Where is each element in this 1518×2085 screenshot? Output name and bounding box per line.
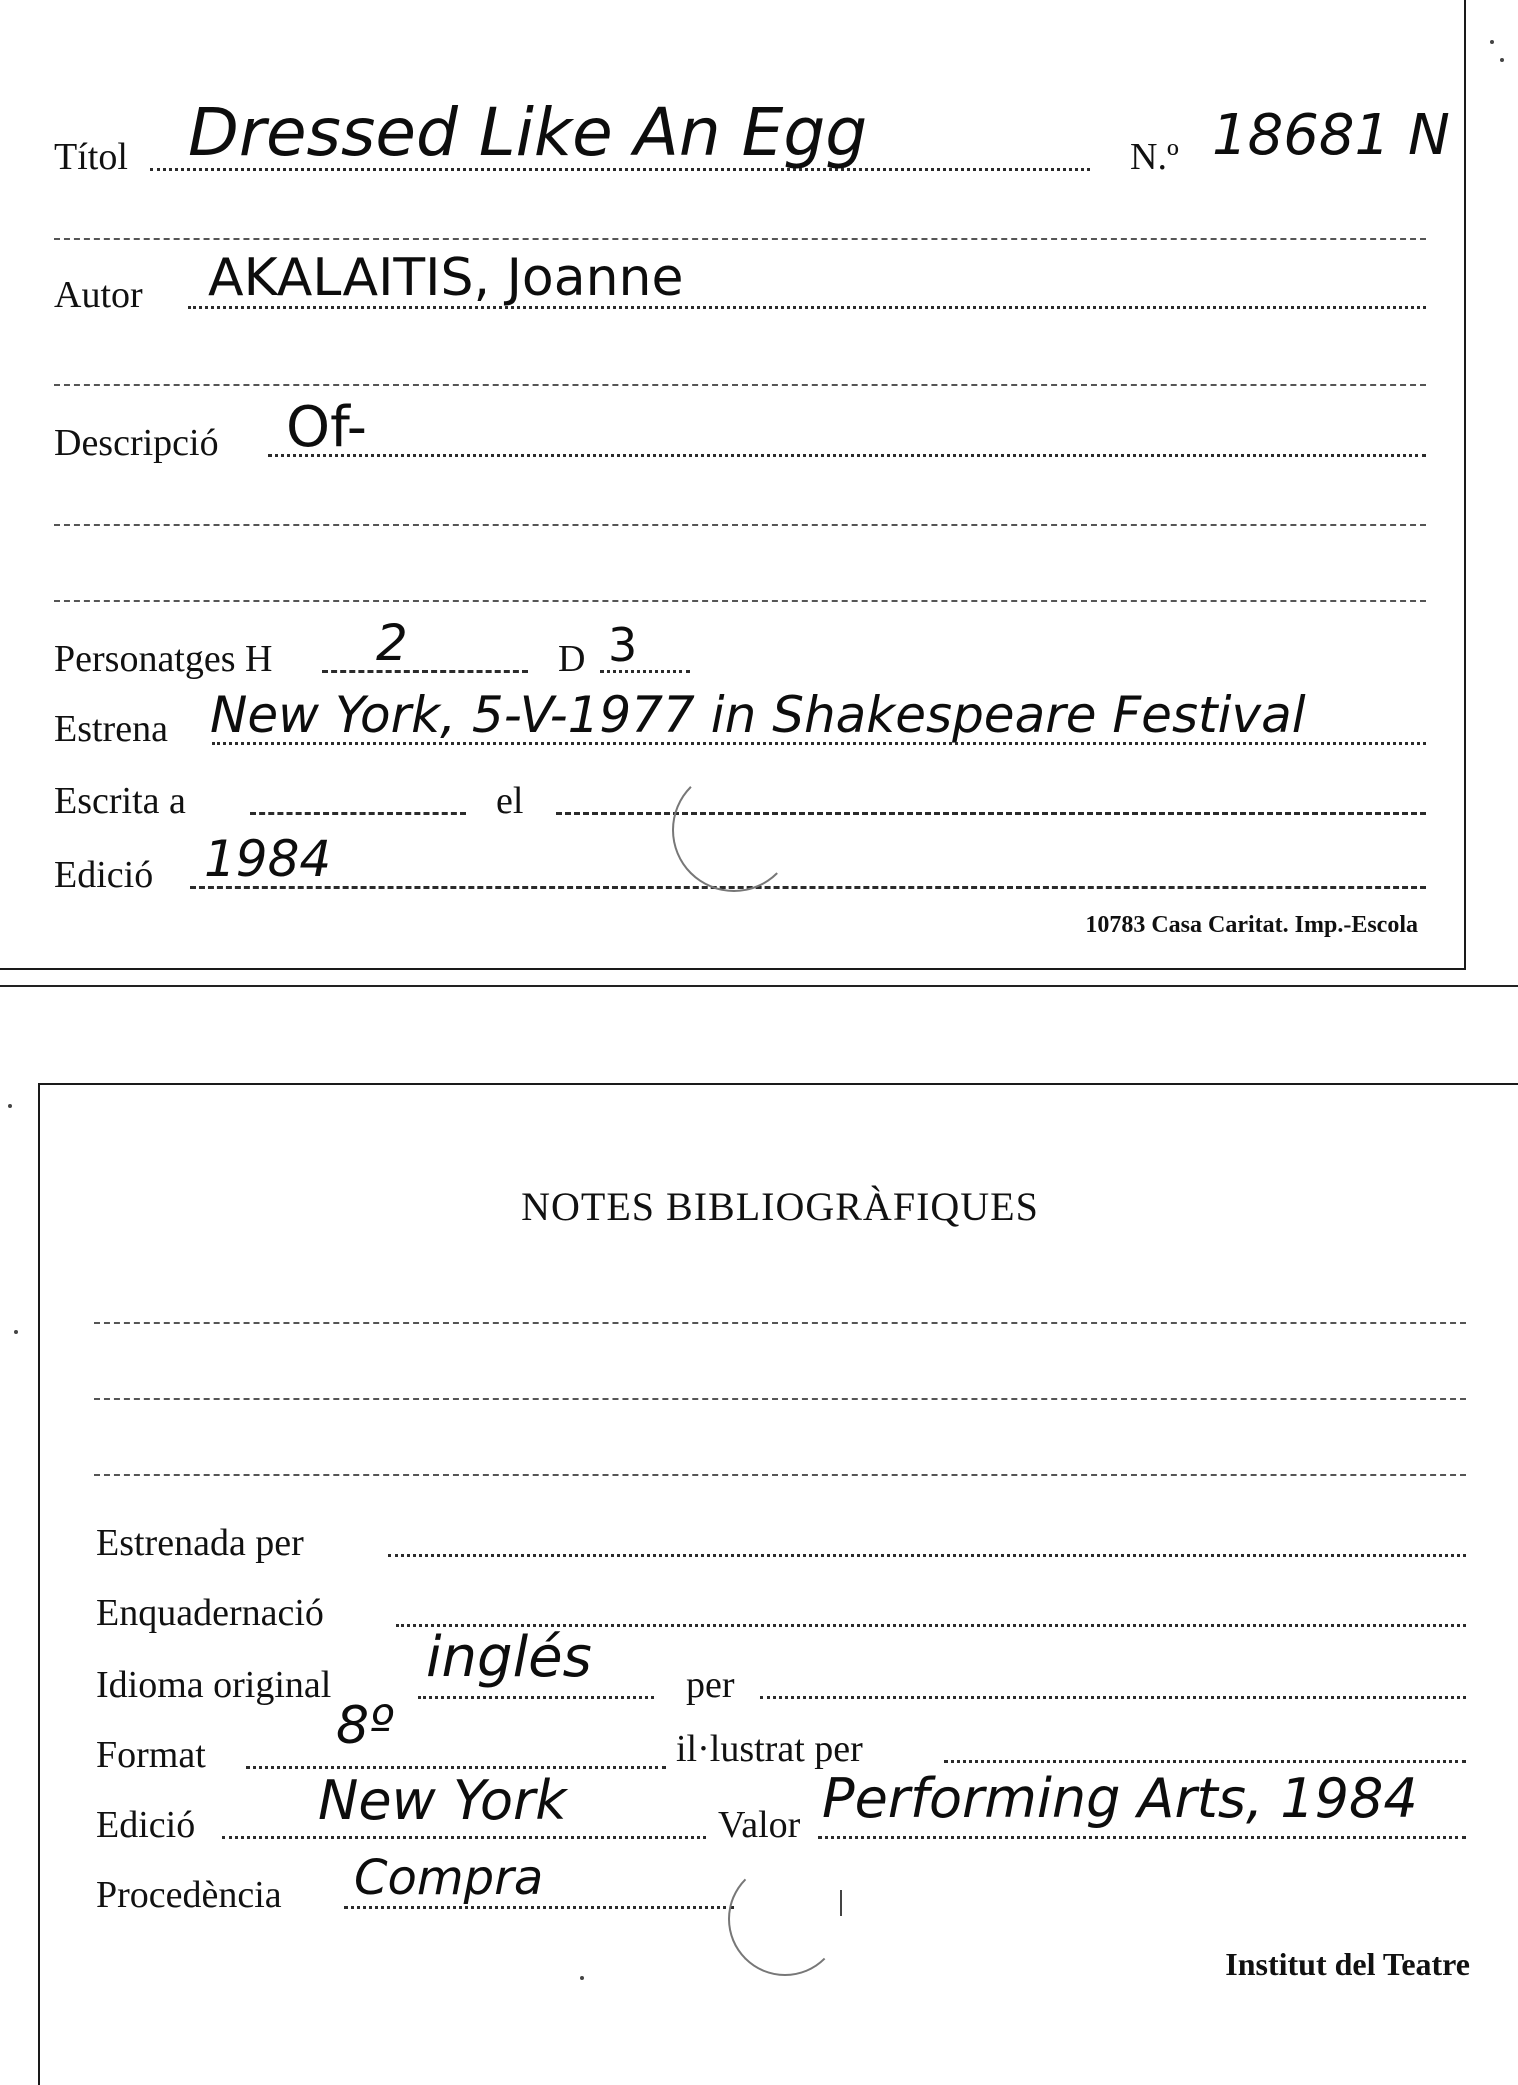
descripcio-value: Of- bbox=[286, 395, 367, 460]
el-label: el bbox=[496, 780, 524, 822]
personatges-h-line bbox=[322, 670, 528, 673]
procedencia-line bbox=[344, 1906, 734, 1909]
valor-line bbox=[818, 1836, 1466, 1839]
estrenada-label: Estrenada per bbox=[96, 1522, 304, 1564]
descripcio-label: Descripció bbox=[54, 422, 219, 464]
number-label: N.º bbox=[1130, 136, 1179, 178]
scan-speck bbox=[14, 1330, 18, 1334]
edicio-value: 1984 bbox=[204, 830, 332, 888]
per-label: per bbox=[686, 1664, 735, 1706]
personatges-d-value: 3 bbox=[608, 618, 638, 672]
per-line bbox=[760, 1696, 1466, 1699]
format-label: Format bbox=[96, 1734, 206, 1776]
escrita-line bbox=[250, 812, 466, 815]
blank-line bbox=[54, 600, 1426, 602]
scan-speck bbox=[1490, 40, 1494, 44]
blank-line bbox=[94, 1322, 1466, 1324]
edicio-label: Edició bbox=[54, 854, 154, 896]
back-edicio-value: New York bbox=[318, 1769, 567, 1832]
blank-line bbox=[94, 1398, 1466, 1400]
titol-value: Dressed Like An Egg bbox=[188, 94, 868, 171]
valor-value: Performing Arts, 1984 bbox=[822, 1767, 1418, 1830]
back-edicio-line bbox=[222, 1836, 706, 1839]
personatges-d-label: D bbox=[558, 638, 586, 680]
valor-label: Valor bbox=[718, 1804, 801, 1846]
punch-hole bbox=[728, 1862, 842, 1976]
escrita-label: Escrita a bbox=[54, 780, 186, 822]
punch-hole bbox=[672, 768, 796, 892]
blank-line bbox=[54, 384, 1426, 386]
back-institution-imprint: Institut del Teatre bbox=[1225, 1946, 1470, 1982]
scan-speck bbox=[580, 1976, 584, 1980]
autor-label: Autor bbox=[54, 274, 143, 316]
enquadernacio-label: Enquadernació bbox=[96, 1592, 324, 1634]
personatges-h-value: 2 bbox=[376, 614, 408, 672]
back-edicio-label: Edició bbox=[96, 1804, 196, 1846]
blank-line bbox=[54, 238, 1426, 240]
estrena-label: Estrena bbox=[54, 708, 168, 750]
card-separator bbox=[0, 985, 1518, 987]
back-title: NOTES BIBLIOGRÀFIQUES bbox=[521, 1184, 1039, 1229]
estrena-value: New York, 5-V-1977 in Shakespeare Festival bbox=[210, 686, 1306, 744]
edicio-line bbox=[190, 886, 1426, 889]
blank-line bbox=[54, 524, 1426, 526]
procedencia-label: Procedència bbox=[96, 1874, 282, 1916]
descripcio-line bbox=[268, 454, 1426, 457]
number-value: 18681 N bbox=[1212, 103, 1450, 168]
hole-mark bbox=[840, 1890, 842, 1916]
autor-value: AKALAITIS, Joanne bbox=[208, 248, 684, 308]
estrenada-line bbox=[388, 1554, 1466, 1557]
illustrat-line bbox=[944, 1760, 1466, 1763]
idioma-label: Idioma original bbox=[96, 1664, 332, 1706]
illustrat-label: il·lustrat per bbox=[676, 1728, 863, 1770]
idioma-line bbox=[418, 1696, 654, 1699]
idioma-value: inglés bbox=[426, 1625, 592, 1690]
front-printer-imprint: 10783 Casa Caritat. Imp.-Escola bbox=[1085, 912, 1418, 938]
scan-speck bbox=[8, 1104, 12, 1108]
personatges-label: Personatges H bbox=[54, 638, 273, 680]
blank-line bbox=[94, 1474, 1466, 1476]
procedencia-value: Compra bbox=[354, 1850, 544, 1906]
titol-label: Títol bbox=[54, 136, 128, 178]
format-value: 8º bbox=[336, 1696, 394, 1756]
scan-speck bbox=[1500, 58, 1504, 62]
